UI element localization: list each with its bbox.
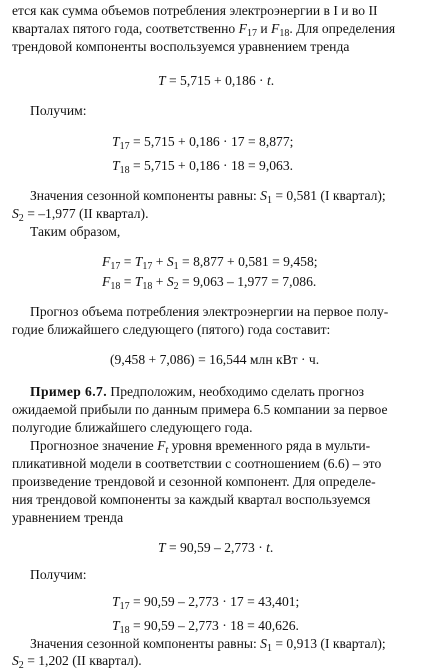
- example-text: полугодие ближайшего следующего года.: [12, 420, 253, 435]
- forecast-text: годие ближайшего следующего (пятого) года составит:: [12, 322, 331, 337]
- symbol-T: T: [134, 254, 143, 269]
- sub-2: 2: [18, 213, 24, 224]
- symbol-F: F: [102, 274, 111, 289]
- symbol-T: T: [112, 594, 120, 609]
- eq-sub: 17: [119, 601, 130, 612]
- eq-rhs: = 90,59 – 2,773 ·: [165, 540, 267, 555]
- season2-line-1: [30, 635, 444, 653]
- season-text: = 1,202 (II квартал).: [23, 653, 142, 668]
- sub-18: 18: [279, 28, 290, 39]
- sub-1: 1: [173, 261, 179, 272]
- example-line-3: [12, 419, 432, 437]
- symbol-S: S: [260, 636, 267, 651]
- symbol-F: F: [157, 438, 166, 453]
- equation-trend-1: [158, 72, 274, 90]
- symbol-S: S: [12, 206, 19, 221]
- sub-1: 1: [266, 195, 272, 206]
- symbol-S: S: [166, 254, 174, 269]
- symbol-S: S: [12, 653, 19, 668]
- eq-sum-text: (9,458 + 7,086) = 16,544 млн кВт · ч.: [110, 352, 320, 367]
- sub-18: 18: [110, 281, 121, 292]
- prognoz-text: Прогнозное значение: [30, 438, 158, 453]
- intro-line-2: [12, 20, 432, 38]
- intro-line-1: [12, 2, 432, 20]
- symbol-F: F: [102, 254, 111, 269]
- symbol-F: F: [271, 21, 280, 36]
- example-text: ожидаемой прибыли по данным примера 6.5 компании за первое: [12, 402, 388, 417]
- equation-F18: $F_{18} = T_{18} + S_2 = 9,063 - 1,977 = 7,086$.: [102, 274, 317, 292]
- prognoz-line-5: [12, 509, 432, 527]
- equation-T17-b: [112, 593, 299, 611]
- symbol-F: F: [238, 21, 247, 36]
- example-line-2: [12, 401, 432, 419]
- sub-17: 17: [110, 261, 121, 272]
- equation-T18-b: [112, 617, 299, 635]
- symbol-T: T: [112, 618, 120, 633]
- takim-obrazom: [30, 223, 444, 241]
- season-text: = 0,913 (I квартал);: [271, 636, 386, 651]
- intro-text-1: ется как сумма объемов потребления электроэнергии в I и во II: [12, 3, 378, 18]
- season2-line-2: [12, 652, 432, 670]
- symbol-T: T: [134, 274, 143, 289]
- prognoz-line-3: [12, 473, 432, 491]
- poluchim-1: [30, 102, 444, 120]
- season-text: Значения сезонной компоненты равны:: [30, 188, 261, 203]
- sub-2: 2: [18, 660, 24, 671]
- symbol-T: T: [158, 540, 166, 555]
- sub-1: 1: [266, 643, 272, 654]
- forecast-text: Прогноз объема потребления электроэнергии на первое полу-: [30, 304, 389, 319]
- poluchim-2: [30, 566, 444, 584]
- sub-17: 17: [246, 28, 257, 39]
- forecast-line-2: [12, 321, 432, 339]
- equation-sum: [110, 351, 319, 369]
- eq-rhs: = 90,59 – 2,773 · 18 = 40,626.: [129, 618, 299, 633]
- prognoz-line-2: [12, 455, 432, 473]
- intro-line-3: [12, 38, 432, 56]
- eq-rhs: = 5,715 + 0,186 ·: [165, 73, 267, 88]
- example-text: Предположим, необходимо сделать прогноз: [107, 384, 365, 399]
- eq-lhs: T: [112, 158, 120, 173]
- poluchim-text: Получим:: [30, 567, 87, 582]
- season-text: = –1,977 (II квартал).: [23, 206, 149, 221]
- intro-text-2a: кварталах пятого года, соответственно: [12, 21, 239, 36]
- eq-var: t: [267, 73, 271, 88]
- poluchim-text: Получим:: [30, 103, 87, 118]
- eq-sub: 18: [119, 625, 130, 636]
- intro-text-3: трендовой компоненты воспользуемся уравнением тренда: [12, 39, 350, 54]
- prognoz-text: уравнением тренда: [12, 510, 124, 525]
- season-text: = 0,581 (I квартал);: [271, 188, 386, 203]
- intro-text-2c: . Для определения: [289, 21, 396, 36]
- prognoz-text: ния трендовой компоненты за каждый квартал воспользуемся: [12, 492, 371, 507]
- sub-t: t: [165, 445, 169, 456]
- equation-F17: $F_{17} = T_{17} + S_1 = 8,877 + 0,581 = 9,458$;: [102, 254, 318, 272]
- equation-trend-2: [158, 539, 273, 557]
- prognoz-text: уровня временного ряда в мульти-: [168, 438, 371, 453]
- prognoz-text: произведение трендовой и сезонной компонент. Для определе-: [12, 474, 376, 489]
- takim-text: Таким образом,: [30, 224, 121, 239]
- eq-rhs: = 8,877 + 0,581 = 9,458;: [178, 254, 318, 269]
- eq-lhs: T: [158, 73, 166, 88]
- prognoz-line-4: [12, 491, 432, 509]
- equation-T18: [112, 157, 293, 175]
- equation-T17: [112, 133, 293, 151]
- sub-18: 18: [142, 281, 153, 292]
- eq-sub: 18: [119, 165, 130, 176]
- eq-rhs: = 90,59 – 2,773 · 17 = 43,401;: [129, 594, 300, 609]
- symbol-S: S: [260, 188, 267, 203]
- symbol-S: S: [166, 274, 174, 289]
- eq-end: .: [270, 73, 275, 88]
- season-text: Значения сезонной компоненты равны:: [30, 636, 261, 651]
- eq-lhs: T: [112, 134, 120, 149]
- prognoz-line-1: [30, 437, 444, 455]
- example-line-1: [30, 383, 444, 401]
- eq-rhs: = 5,715 + 0,186 · 18 = 9,063.: [129, 158, 294, 173]
- eq-end: .: [269, 540, 274, 555]
- prognoz-text: пликативной модели в соответствии с соотношением (6.6) – это: [12, 456, 382, 471]
- season1-line-1: [30, 187, 444, 205]
- forecast-line-1: [30, 303, 444, 321]
- eq-sub: 17: [119, 141, 130, 152]
- season1-line-2: [12, 205, 432, 223]
- eq-rhs: = 9,063 – 1,977 = 7,086.: [178, 274, 317, 289]
- sub-2: 2: [173, 281, 179, 292]
- symbol-t: t: [266, 540, 270, 555]
- example-label: Пример 6.7.: [30, 384, 108, 399]
- eq-rhs: = 5,715 + 0,186 · 17 = 8,877;: [129, 134, 294, 149]
- intro-text-2b: и: [256, 21, 272, 36]
- sub-17: 17: [142, 261, 153, 272]
